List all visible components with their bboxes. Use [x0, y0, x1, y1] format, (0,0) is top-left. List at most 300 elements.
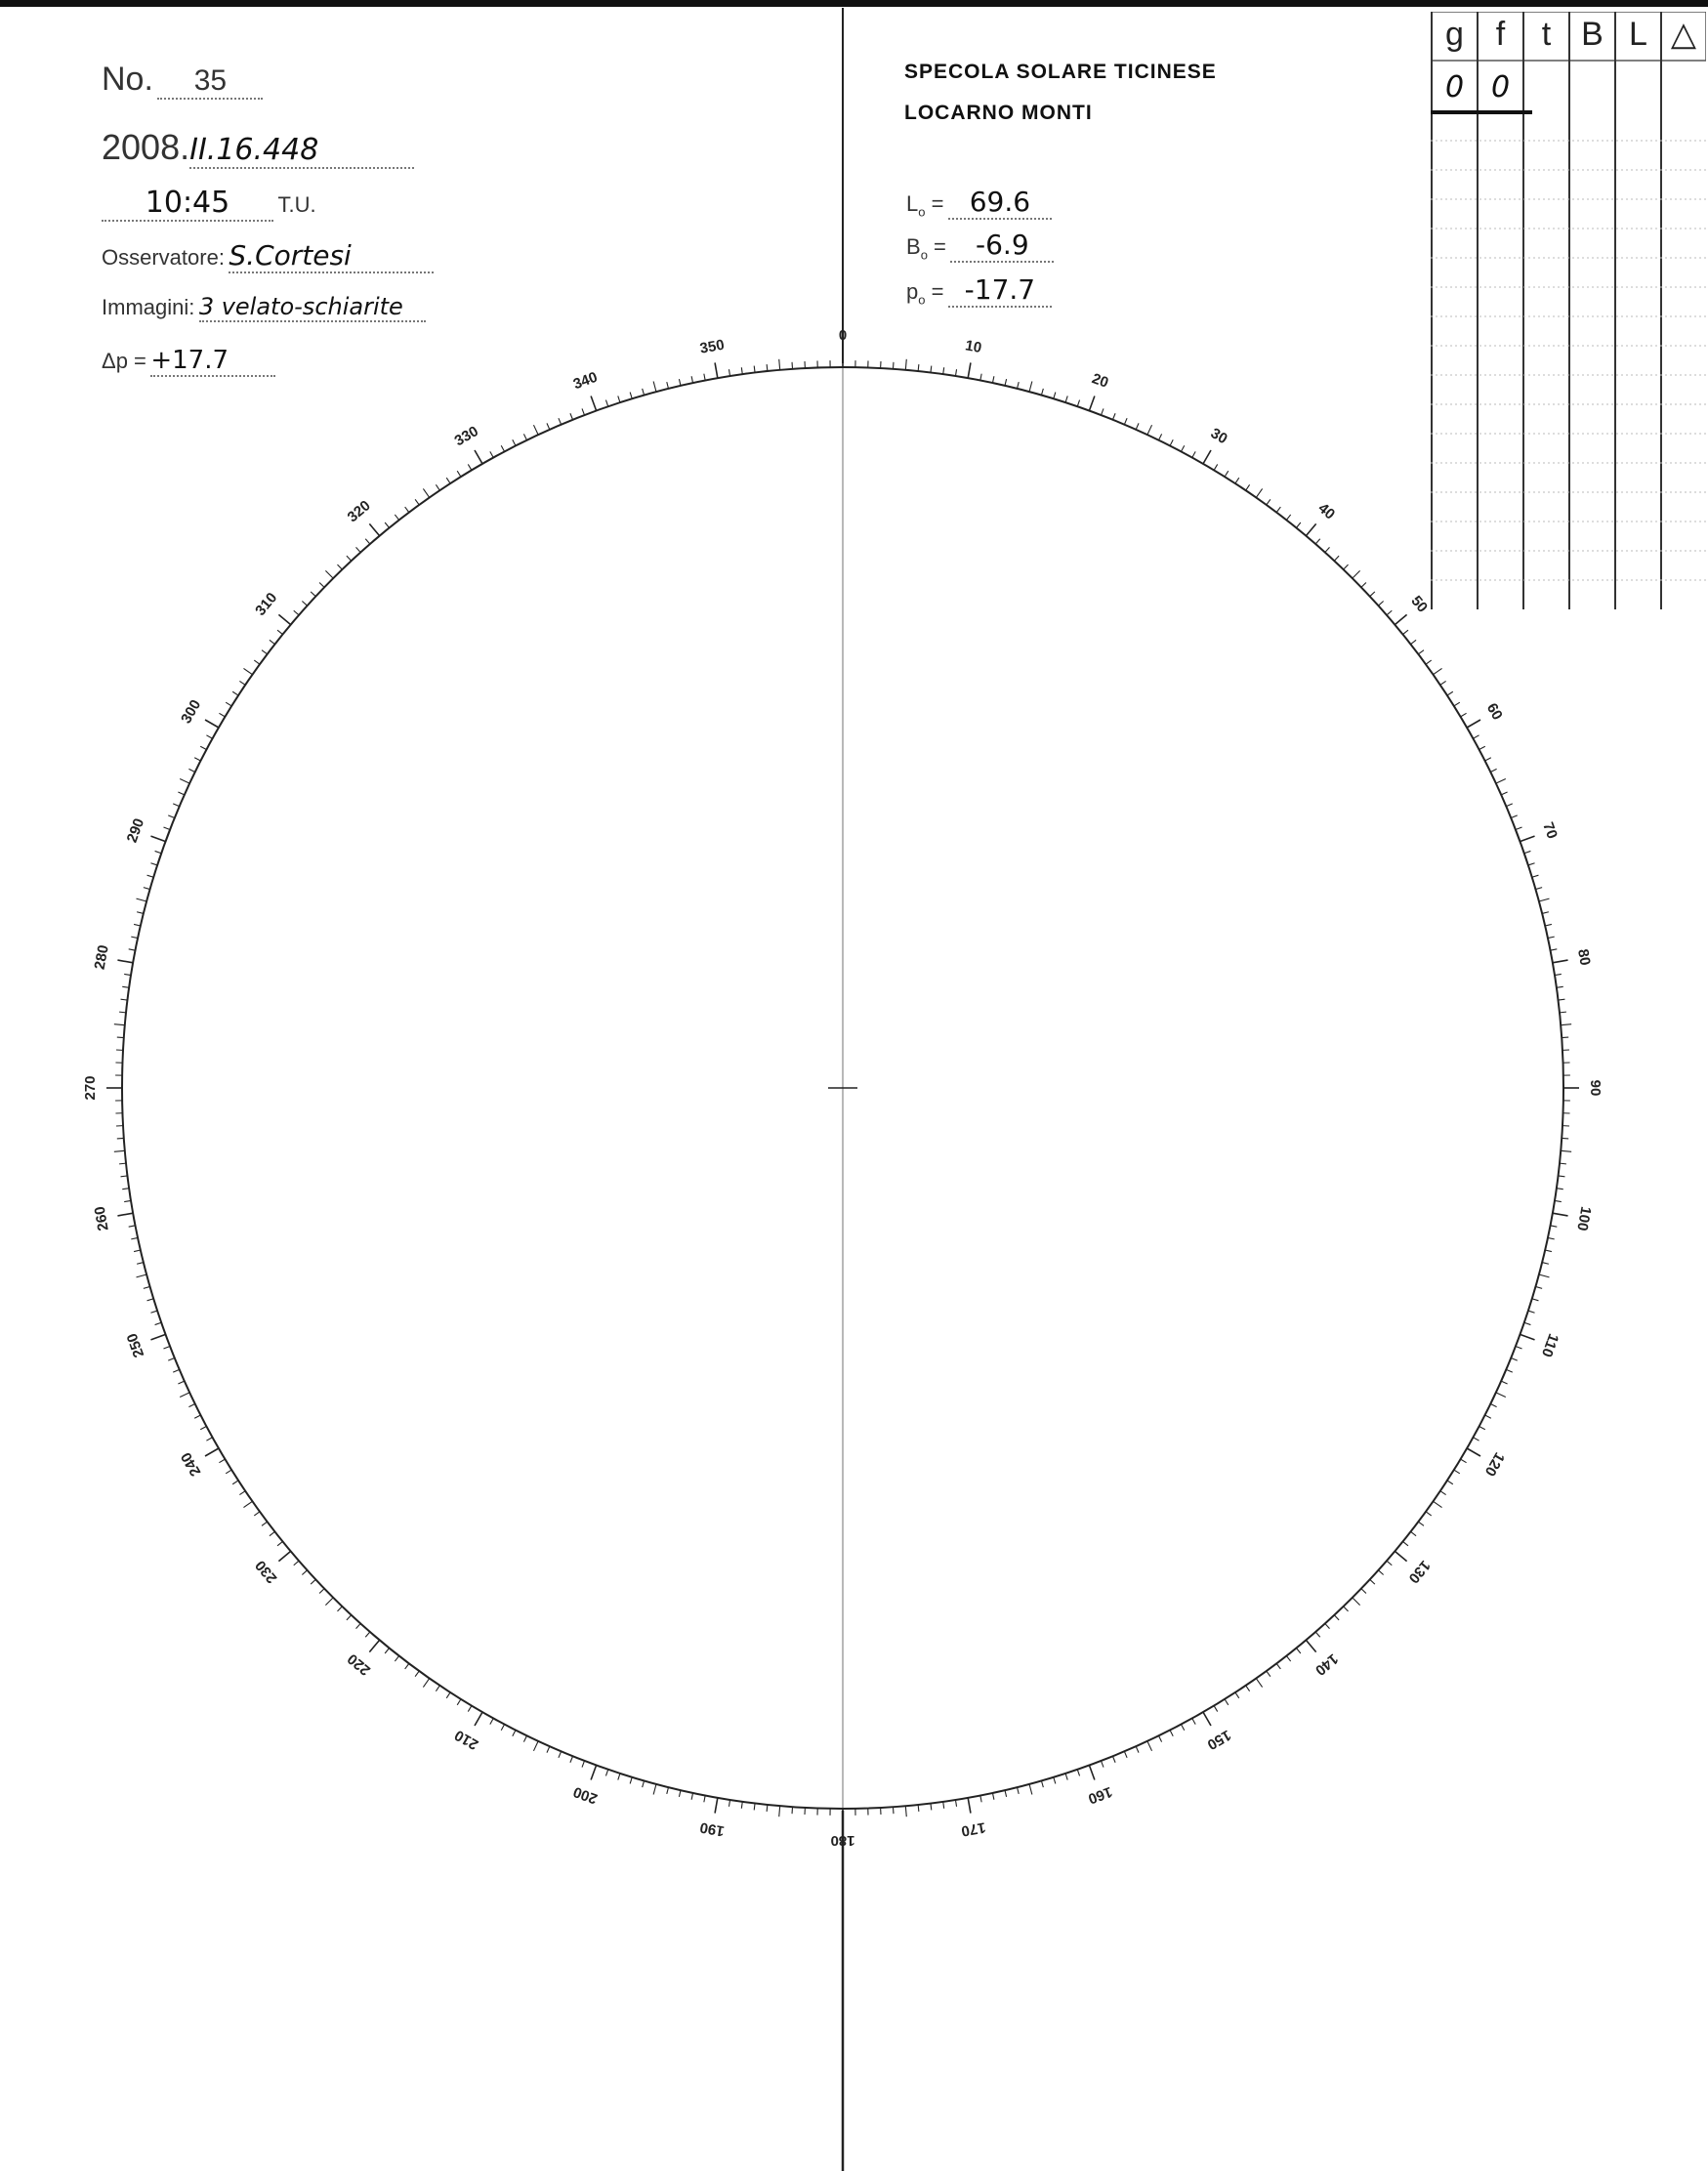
degree-tick — [1029, 382, 1032, 393]
degree-tick — [1353, 1598, 1360, 1606]
degree-tick — [1214, 464, 1218, 470]
degree-tick — [547, 1746, 550, 1752]
degree-tick — [1089, 396, 1094, 410]
degree-tick — [1426, 660, 1432, 664]
degree-tick — [1387, 1561, 1392, 1566]
degree-tick — [1535, 888, 1542, 890]
degree-tick — [277, 1541, 282, 1545]
degree-label: 170 — [960, 1818, 987, 1840]
degree-tick — [1325, 547, 1330, 552]
degree-tick — [117, 1213, 133, 1216]
degree-label: 20 — [1089, 370, 1111, 392]
degree-tick — [369, 1640, 379, 1651]
degree-tick — [490, 1718, 493, 1724]
degree-label: 190 — [698, 1818, 726, 1840]
observation-table — [1431, 12, 1706, 609]
degree-tick — [1306, 1640, 1315, 1651]
degree-tick — [194, 1415, 200, 1418]
degree-tick — [119, 1163, 126, 1164]
degree-tick — [943, 1802, 944, 1809]
degree-tick — [415, 1671, 419, 1677]
degree-tick — [1306, 523, 1315, 535]
degree-tick — [163, 827, 170, 830]
degree-tick — [415, 499, 419, 505]
degree-tick — [1344, 1607, 1349, 1611]
degree-tick — [1267, 1671, 1271, 1677]
degree-tick — [1560, 1163, 1566, 1164]
degree-label: 90 — [1587, 1079, 1604, 1097]
degree-tick — [1461, 1459, 1467, 1463]
degree-tick — [767, 364, 768, 371]
degree-tick — [1054, 1777, 1056, 1784]
degree-tick — [1535, 1286, 1542, 1288]
degree-tick — [1018, 382, 1020, 389]
degree-tick — [1485, 758, 1491, 761]
degree-tick — [122, 1189, 129, 1190]
degree-label: 200 — [570, 1782, 601, 1808]
degree-tick — [1159, 434, 1162, 439]
degree-tick — [1550, 1226, 1557, 1227]
degree-tick — [356, 1623, 361, 1628]
degree-tick — [124, 974, 131, 975]
degree-tick — [779, 359, 780, 370]
degree-tick — [405, 1663, 409, 1669]
degree-tick — [1101, 408, 1104, 415]
l0-subscript: o — [918, 204, 926, 220]
degree-tick — [1411, 640, 1417, 644]
b0-label: B — [906, 234, 921, 259]
degree-tick — [150, 863, 157, 865]
degree-tick — [134, 1250, 141, 1252]
degree-tick — [226, 1470, 231, 1474]
degree-tick — [559, 418, 562, 424]
degree-tick — [1147, 425, 1152, 435]
value-f: 0 — [1490, 69, 1511, 104]
degree-tick — [243, 668, 252, 674]
degree-tick — [1539, 898, 1550, 901]
degree-tick — [1246, 1686, 1250, 1691]
degree-tick — [591, 396, 596, 410]
degree-tick — [741, 367, 742, 374]
degree-label: 260 — [91, 1205, 112, 1232]
degree-tick — [337, 1607, 342, 1611]
images-label: Immagini: — [102, 295, 195, 319]
degree-tick — [117, 960, 133, 963]
degree-tick — [468, 1706, 472, 1712]
degree-tick — [294, 610, 299, 615]
degree-tick — [955, 369, 956, 376]
degree-tick — [1296, 522, 1300, 527]
degree-label: 240 — [178, 1449, 205, 1480]
header-t: t — [1541, 15, 1552, 53]
degree-tick — [1511, 1357, 1517, 1360]
observer-value: S.Cortesi — [229, 239, 352, 271]
degree-tick — [1528, 1311, 1535, 1313]
degree-tick — [1532, 875, 1539, 877]
degree-tick — [1181, 445, 1184, 451]
b0-value: -6.9 — [976, 229, 1029, 261]
degree-tick — [1054, 393, 1056, 399]
degree-label: 10 — [964, 337, 983, 356]
degree-tick — [1473, 735, 1479, 738]
degree-tick — [955, 1800, 956, 1807]
degree-tick — [365, 1632, 370, 1637]
degree-tick — [144, 888, 150, 890]
degree-tick — [653, 382, 656, 393]
degree-tick — [1334, 1615, 1339, 1620]
degree-tick — [1353, 570, 1360, 578]
degree-tick — [1516, 827, 1522, 830]
degree-tick — [254, 660, 260, 664]
degree-tick — [1467, 1448, 1480, 1456]
degree-tick — [1334, 556, 1339, 561]
degree-tick — [168, 1357, 174, 1360]
degree-tick — [1426, 1512, 1432, 1516]
degree-tick — [319, 582, 324, 587]
degree-tick — [1387, 610, 1392, 615]
degree-tick — [423, 488, 429, 497]
degree-tick — [501, 1725, 504, 1731]
degree-tick — [1490, 1404, 1496, 1407]
p0-value: -17.7 — [964, 273, 1036, 306]
degree-tick — [1440, 1491, 1446, 1495]
degree-tick — [1539, 1274, 1550, 1277]
degree-tick — [1516, 1346, 1522, 1349]
degree-tick — [992, 376, 993, 383]
degree-tick — [1089, 1765, 1094, 1779]
degree-tick — [137, 912, 144, 914]
degree-label: 150 — [1204, 1726, 1234, 1753]
degree-tick — [533, 1741, 538, 1751]
degree-tick — [347, 556, 352, 561]
degree-tick — [1524, 851, 1531, 853]
degree-tick — [1561, 1024, 1571, 1025]
degree-tick — [1403, 630, 1408, 634]
degree-tick — [129, 1226, 136, 1227]
degree-tick — [206, 735, 212, 738]
degree-tick — [1112, 1756, 1115, 1762]
degree-tick — [319, 1589, 324, 1594]
degree-tick — [653, 1784, 656, 1795]
value-g: 0 — [1444, 69, 1465, 104]
degree-label: 210 — [451, 1726, 481, 1753]
degree-label: 310 — [252, 589, 281, 619]
degree-tick — [1378, 602, 1383, 606]
degree-tick — [147, 1299, 154, 1301]
degree-tick — [1325, 1623, 1330, 1628]
degree-tick — [1395, 1551, 1406, 1561]
degree-tick — [325, 1598, 333, 1606]
degree-tick — [918, 364, 919, 371]
degree-tick — [1170, 439, 1173, 445]
degree-tick — [1225, 1699, 1229, 1705]
degree-label: 340 — [570, 368, 601, 394]
degree-tick — [150, 1334, 165, 1339]
degree-tick — [1479, 1426, 1485, 1429]
l0-field: $L_o = 69.6$ — [906, 186, 1052, 220]
degree-tick — [618, 396, 620, 402]
degree-tick — [523, 1735, 526, 1741]
degree-tick — [1557, 986, 1563, 987]
degree-tick — [150, 836, 165, 841]
degree-tick — [630, 1777, 632, 1784]
b0-subscript: o — [920, 247, 928, 263]
degree-tick — [1147, 1741, 1152, 1751]
degree-tick — [356, 547, 361, 552]
degree-tick — [1101, 1761, 1104, 1768]
p0-subscript: o — [918, 292, 926, 308]
degree-tick — [1528, 863, 1535, 865]
degree-tick — [1112, 413, 1115, 419]
degree-tick — [704, 1795, 705, 1802]
degree-tick — [436, 1686, 439, 1691]
dp-value: +17.7 — [150, 346, 229, 375]
degree-tick — [968, 362, 971, 378]
degree-tick — [446, 1692, 450, 1698]
degree-tick — [1545, 1250, 1552, 1252]
degree-tick — [1041, 1780, 1043, 1787]
degree-label: 140 — [1312, 1649, 1342, 1679]
degree-tick — [1286, 515, 1290, 521]
header-l: L — [1629, 15, 1647, 53]
degree-tick — [180, 1393, 189, 1398]
degree-tick — [1473, 1438, 1479, 1440]
date-prefix: 2008. — [102, 127, 190, 167]
p0-field: $p_o = -17.7$ — [906, 273, 1052, 308]
degree-tick — [1418, 650, 1424, 654]
degree-tick — [1485, 1415, 1491, 1418]
degree-tick — [232, 1481, 238, 1484]
degree-tick — [219, 713, 225, 717]
degree-tick — [1395, 614, 1406, 624]
degree-tick — [943, 367, 944, 374]
degree-tick — [119, 1012, 126, 1013]
degree-tick — [347, 1615, 352, 1620]
degree-tick — [570, 1756, 573, 1762]
degree-tick — [1440, 681, 1446, 685]
header-g: g — [1445, 15, 1464, 53]
degree-label: 0 — [838, 326, 848, 344]
degree-tick — [337, 564, 342, 569]
degree-label: 180 — [830, 1832, 855, 1850]
degree-tick — [1403, 1541, 1408, 1545]
degree-tick — [423, 1679, 429, 1688]
degree-label: 320 — [344, 497, 374, 526]
degree-tick — [144, 1286, 150, 1288]
degree-tick — [1276, 507, 1280, 513]
degree-tick — [262, 1522, 268, 1525]
degree-tick — [134, 924, 141, 926]
degree-tick — [905, 1806, 906, 1816]
degree-tick — [980, 374, 981, 381]
degree-tick — [239, 1491, 245, 1495]
degree-tick — [679, 1790, 681, 1797]
degree-tick — [205, 720, 219, 728]
degree-tick — [741, 1802, 742, 1809]
degree-label: 230 — [252, 1557, 281, 1587]
degree-tick — [1555, 1200, 1562, 1201]
degree-tick — [180, 778, 189, 783]
degree-tick — [1542, 912, 1549, 914]
degree-label: 120 — [1480, 1449, 1508, 1480]
sheet-number-value: 35 — [193, 64, 228, 97]
degree-tick — [385, 522, 389, 527]
date-value: II.16.448 — [189, 133, 319, 167]
degree-tick — [262, 650, 268, 654]
degree-tick — [173, 1369, 179, 1372]
institution-location: LOCARNO MONTI — [904, 102, 1093, 124]
degree-label: 100 — [1573, 1205, 1595, 1232]
degree-tick — [1029, 1784, 1032, 1795]
header-f: f — [1495, 15, 1506, 53]
degree-tick — [968, 1798, 971, 1814]
degree-tick — [163, 1346, 170, 1349]
degree-tick — [1005, 1790, 1007, 1797]
degree-tick — [1065, 396, 1067, 402]
degree-tick — [121, 999, 128, 1000]
degree-tick — [219, 1459, 225, 1463]
degree-tick — [137, 1274, 147, 1277]
degree-tick — [1296, 1649, 1300, 1653]
degree-tick — [1256, 488, 1262, 497]
degree-tick — [155, 851, 162, 853]
degree-label: 290 — [123, 815, 148, 846]
degree-tick — [173, 804, 179, 807]
degree-tick — [446, 478, 450, 483]
degree-tick — [1411, 1531, 1417, 1535]
degree-tick — [1235, 1692, 1239, 1698]
degree-tick — [270, 1531, 275, 1535]
degree-tick — [1065, 1774, 1067, 1780]
degree-tick — [1267, 499, 1271, 505]
degree-tick — [369, 523, 379, 535]
degree-tick — [1214, 1706, 1218, 1712]
degree-tick — [1496, 1393, 1506, 1398]
degree-tick — [1555, 974, 1562, 975]
degree-tick — [124, 1200, 131, 1201]
degree-tick — [490, 451, 493, 457]
degree-tick — [395, 1656, 398, 1662]
degree-tick — [1467, 720, 1480, 728]
degree-tick — [754, 366, 755, 373]
degree-tick — [779, 1806, 780, 1816]
degree-tick — [1548, 937, 1555, 938]
degree-tick — [1548, 1237, 1555, 1238]
degree-label: 30 — [1207, 425, 1230, 448]
degree-tick — [1501, 792, 1507, 795]
degree-tick — [1524, 1322, 1531, 1324]
degree-tick — [114, 1150, 125, 1151]
degree-tick — [311, 1579, 315, 1584]
degree-tick — [1447, 691, 1453, 695]
degree-tick — [905, 359, 906, 370]
degree-label: 70 — [1539, 819, 1561, 842]
dp-label: Δp = — [102, 349, 146, 373]
degree-tick — [570, 413, 573, 419]
degree-tick — [1501, 1381, 1507, 1384]
degree-tick — [1203, 450, 1211, 464]
degree-tick — [1124, 418, 1127, 424]
degree-tick — [1559, 1176, 1565, 1177]
degree-tick — [1077, 400, 1079, 407]
degree-tick — [667, 382, 669, 389]
degree-tick — [1454, 702, 1460, 706]
degree-label: 250 — [123, 1330, 148, 1360]
degree-tick — [114, 1024, 125, 1025]
degree-tick — [1506, 1369, 1512, 1372]
degree-tick — [270, 640, 275, 644]
degree-label: 350 — [698, 336, 726, 357]
degree-tick — [1418, 1522, 1424, 1525]
degree-tick — [457, 471, 461, 477]
degree-tick — [1203, 1712, 1211, 1726]
degree-tick — [302, 602, 307, 606]
degree-tick — [1344, 564, 1349, 569]
degree-tick — [1490, 769, 1496, 772]
degree-tick — [1361, 1589, 1366, 1594]
degree-tick — [1181, 1725, 1184, 1731]
degree-tick — [1159, 1735, 1162, 1741]
degree-tick — [226, 702, 231, 706]
l0-label: L — [906, 191, 919, 216]
degree-tick — [1018, 1787, 1020, 1794]
degree-tick — [178, 1381, 184, 1384]
degree-tick — [513, 1731, 516, 1736]
observer-label: Osservatore: — [102, 245, 225, 270]
degree-tick — [643, 1780, 645, 1787]
degree-tick — [1005, 379, 1007, 386]
degree-tick — [582, 1761, 585, 1768]
degree-tick — [1136, 1746, 1139, 1752]
degree-tick — [395, 515, 398, 521]
institution-name: SPECOLA SOLARE TICINESE — [904, 61, 1217, 83]
degree-tick — [1520, 1334, 1534, 1339]
degree-tick — [1479, 746, 1485, 749]
degree-tick — [501, 445, 504, 451]
degree-tick — [278, 614, 290, 624]
degree-tick — [1276, 1663, 1280, 1669]
degree-tick — [1496, 778, 1506, 783]
degree-tick — [1378, 1570, 1383, 1575]
degree-tick — [122, 986, 129, 987]
degree-tick — [475, 1712, 482, 1726]
degree-tick — [1246, 484, 1250, 490]
degree-tick — [918, 1805, 919, 1812]
degree-tick — [559, 1751, 562, 1757]
degree-tick — [715, 362, 718, 378]
degree-label: 280 — [91, 943, 112, 971]
degree-tick — [1550, 949, 1557, 950]
degree-tick — [1361, 582, 1366, 587]
degree-tick — [278, 1551, 290, 1561]
header-b: B — [1581, 15, 1604, 53]
degree-tick — [405, 507, 409, 513]
degree-tick — [385, 1649, 389, 1653]
degree-label: 50 — [1407, 592, 1432, 616]
degree-tick — [188, 769, 194, 772]
degree-tick — [582, 408, 585, 415]
degree-tick — [1560, 1012, 1566, 1013]
p0-label: p — [906, 279, 919, 304]
degree-tick — [1170, 1731, 1173, 1736]
sheet-number-label: No. — [102, 61, 153, 98]
degree-tick — [1315, 539, 1320, 544]
degree-tick — [232, 691, 238, 695]
degree-label: 160 — [1085, 1782, 1115, 1808]
degree-tick — [131, 1237, 138, 1238]
degree-tick — [980, 1795, 981, 1802]
degree-tick — [1542, 1263, 1549, 1265]
